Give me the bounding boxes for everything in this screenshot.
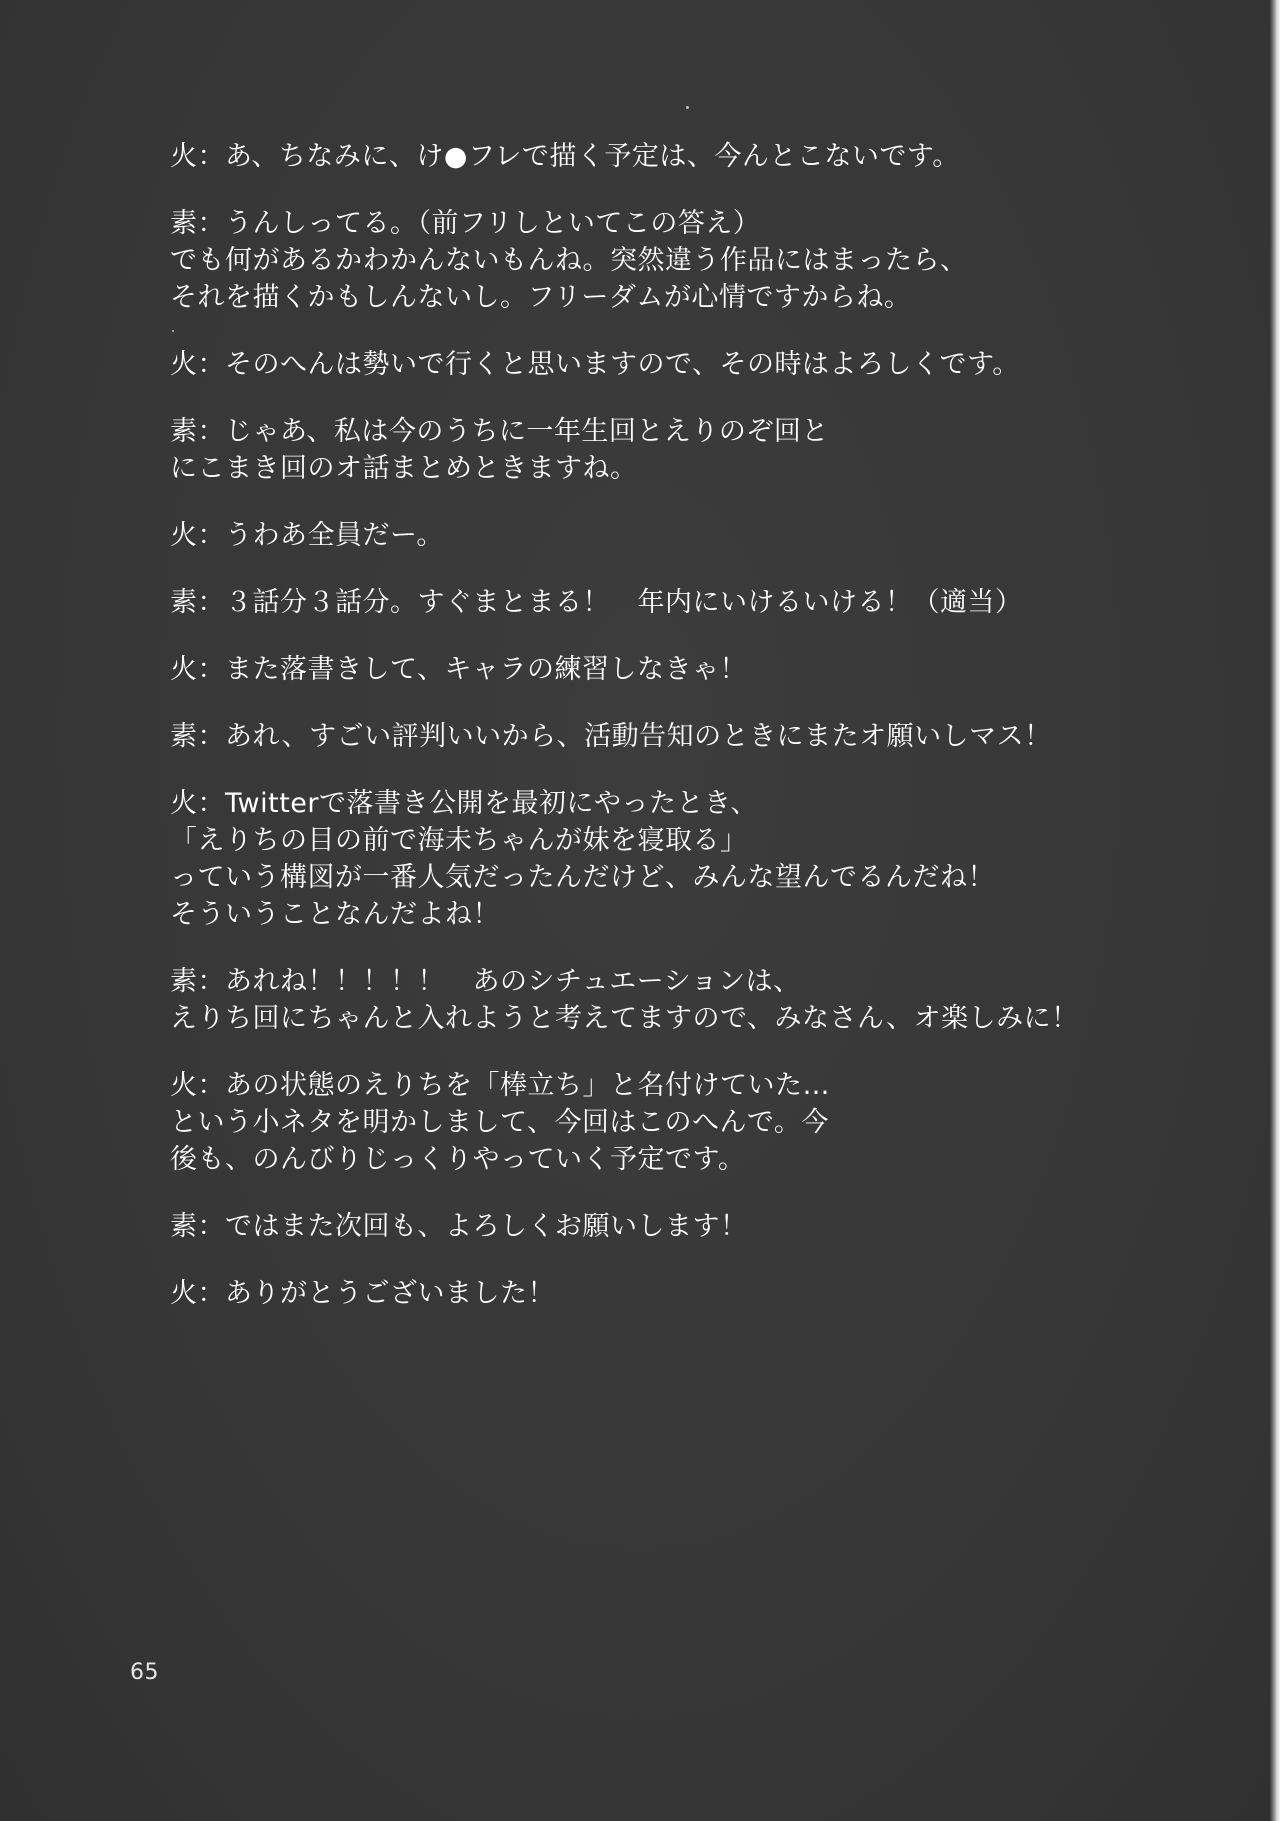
dialogue-line: 素：あれ、すごい評判いいから、活動告知のときにまたオ願いしマス！ <box>170 721 1052 752</box>
dialogue-block <box>170 138 1170 175</box>
dialogue-block <box>170 785 1170 933</box>
dialogue-line: でも何があるかわかんないもんね。突然違う作品にはまったら、 <box>170 245 968 276</box>
page-number: 65 <box>130 1660 159 1685</box>
dialogue-line: 「えりちの目の前で海未ちゃんが妹を寝取る」 <box>170 825 748 856</box>
dialogue-text <box>170 138 1170 1342</box>
dialogue-block <box>170 584 1170 621</box>
dialogue-line: 火：あ、ちなみに、け●フレで描く予定は、今んとこないです。 <box>170 141 960 172</box>
dialogue-line: 素：あれね！！！！！ あのシチュエーションは、 <box>170 966 801 997</box>
dialogue-block <box>170 205 1170 316</box>
dialogue-block <box>170 963 1170 1037</box>
dialogue-line: 素：じゃあ、私は今のうちに一年生回とえりのぞ回と <box>170 416 829 447</box>
dialogue-line: っていう構図が一番人気だったんだけど、みんな望んでるんだね！ <box>170 862 995 893</box>
dialogue-block <box>170 346 1170 383</box>
dialogue-line: 火：Twitterで落書き公開を最初にやったとき、 <box>170 788 758 819</box>
dialogue-line: そういうことなんだよね！ <box>170 899 500 930</box>
dialogue-line: 火：そのへんは勢いで行くと思いますので、その時はよろしくです。 <box>170 349 1020 380</box>
dialogue-line: 素：うんしってる。（前フリしといてこの答え） <box>170 208 761 239</box>
dialogue-line: 火：ありがとうございました！ <box>170 1278 555 1309</box>
dialogue-block <box>170 651 1170 688</box>
dialogue-line: 火：また落書きして、キャラの練習しなきゃ！ <box>170 654 747 685</box>
dialogue-line: 火：あの状態のえりちを「棒立ち」と名付けていた… <box>170 1070 830 1101</box>
dialogue-line: それを描くかもしんないし。フリーダムが心情ですからね。 <box>170 282 912 313</box>
dialogue-line: 火：うわあ全員だー。 <box>170 520 444 551</box>
dialogue-block <box>170 1067 1170 1178</box>
dialogue-line: えりち回にちゃんと入れようと考えてますので、みなさん、オ楽しみに！ <box>170 1003 1079 1034</box>
dialogue-block <box>170 413 1170 487</box>
dialogue-line: にこまき回のオ話まとめときますね。 <box>170 453 638 484</box>
dialogue-line: という小ネタを明かしまして、今回はこのへんで。今 <box>170 1107 829 1138</box>
dust-speck <box>686 106 689 109</box>
dialogue-line: 後も、のんびりじっくりやっていく予定です。 <box>170 1144 746 1175</box>
dialogue-line: 素：ではまた次回も、よろしくお願いします！ <box>170 1211 748 1242</box>
dialogue-block <box>170 1208 1170 1245</box>
dialogue-block <box>170 517 1170 554</box>
page-edge <box>1270 0 1280 1821</box>
dialogue-line: 素：３話分３話分。すぐまとまる！ 年内にいけるいける！（適当） <box>170 587 1023 618</box>
dialogue-block <box>170 1275 1170 1312</box>
dialogue-block <box>170 718 1170 755</box>
